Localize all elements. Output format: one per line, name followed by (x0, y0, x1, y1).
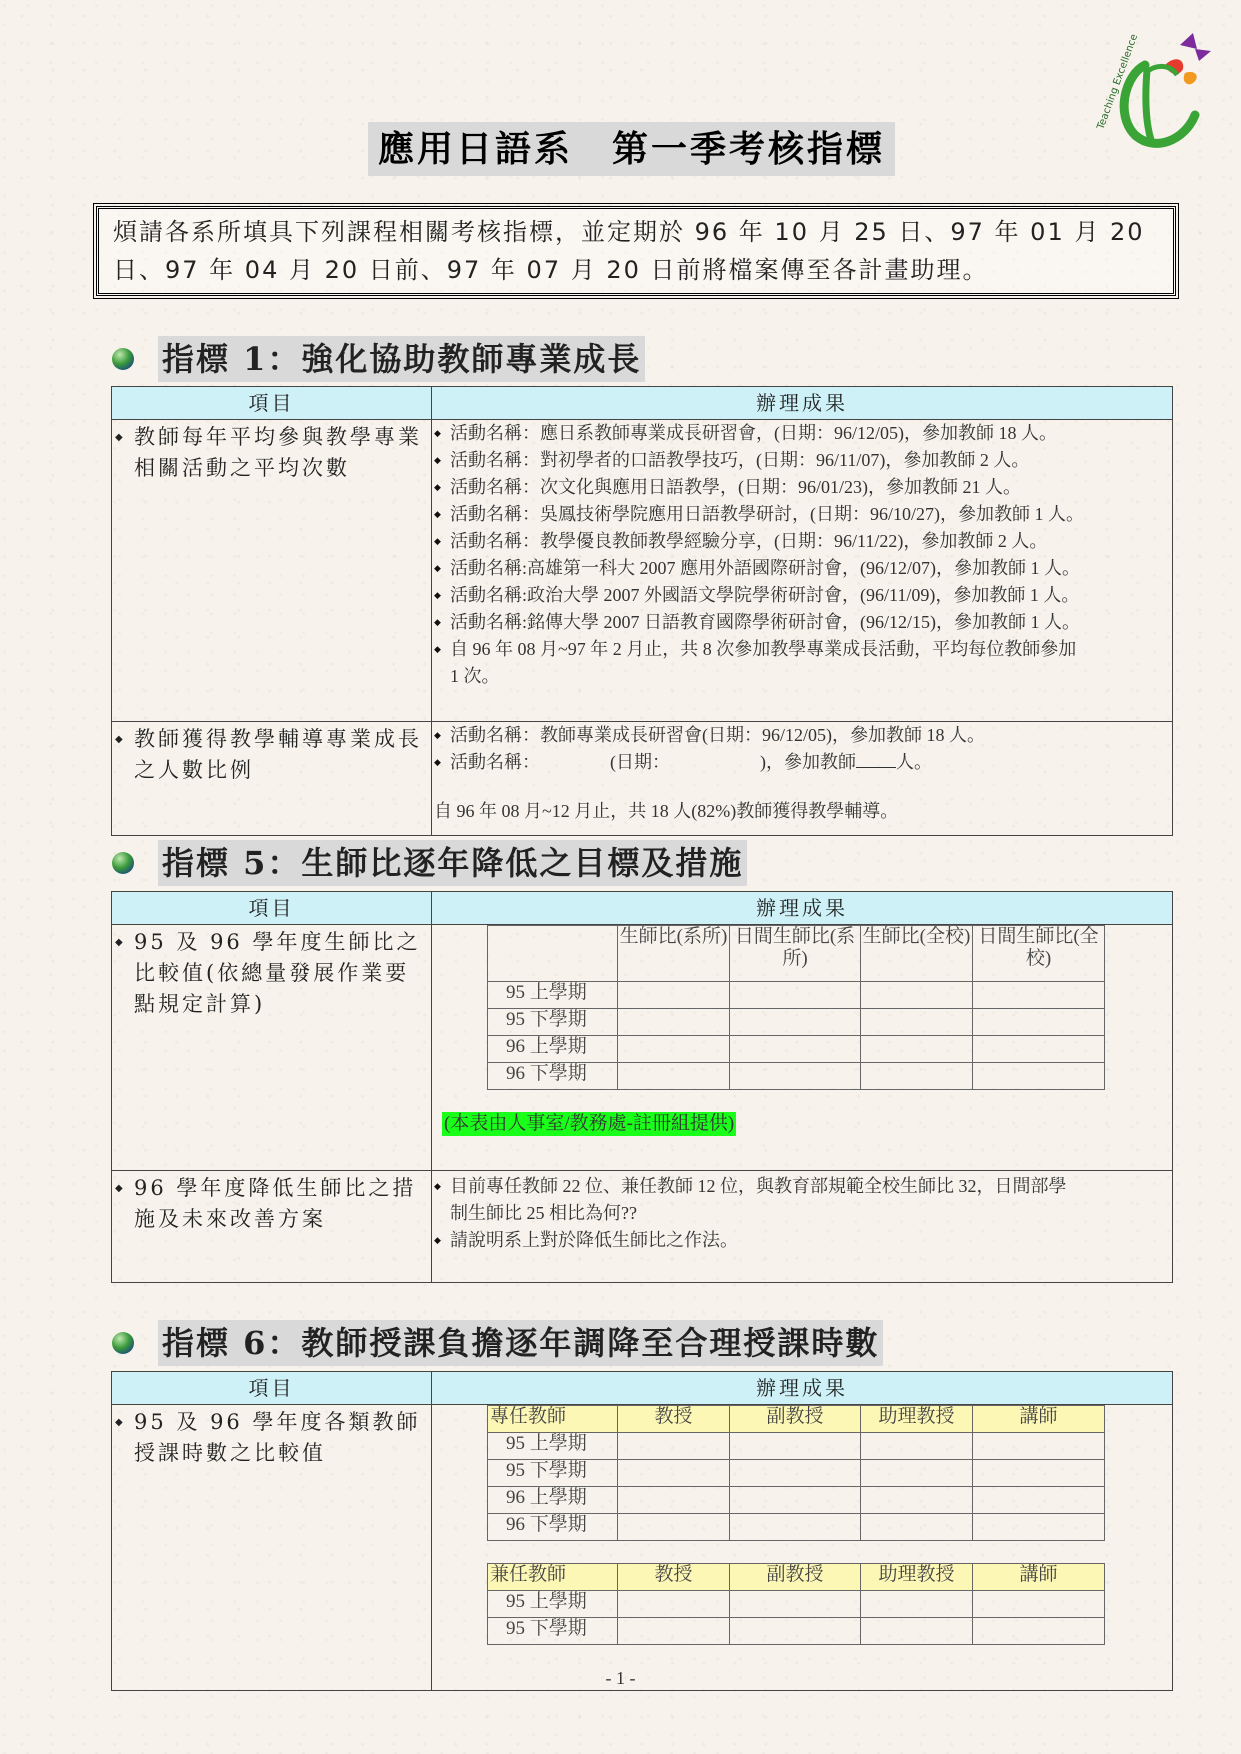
header-result: 辦理成果 (432, 1372, 1173, 1405)
term-label: 95 上學期 (488, 982, 618, 1009)
page-title: 應用日語系 第一季考核指標 (368, 122, 895, 176)
result-line: ◆ 活動名稱:銘傳大學 2007 日語教育國際學術研討會，(96/12/15)，參加教師 1 人。 (432, 609, 1172, 636)
section-5-title: 指標 5：生師比逐年降低之目標及措施 (158, 840, 747, 886)
table-cell (861, 1460, 973, 1487)
table-cell (973, 1063, 1105, 1090)
result-cell (432, 722, 1173, 836)
table-cell (861, 1591, 973, 1618)
term-label: 95 下學期 (488, 1618, 618, 1645)
result-line: ◆ 活動名稱：教師專業成長研習會(日期：96/12/05)，參加教師 18 人。 (432, 722, 1172, 749)
result-line: ◆ 請說明系上對於降低生師比之作法。 (432, 1227, 1172, 1254)
table-cell (973, 1009, 1105, 1036)
term-label: 95 上學期 (488, 1591, 618, 1618)
term-label: 95 下學期 (488, 1460, 618, 1487)
table-cell (618, 982, 730, 1009)
section-5-heading (112, 840, 747, 886)
table-cell (973, 982, 1105, 1009)
table-cell (973, 1460, 1105, 1487)
table-header: 日間生師比(全校) (973, 926, 1105, 982)
table-header: 教授 (618, 1564, 730, 1591)
term-label: 95 下學期 (488, 1009, 618, 1036)
table-cell (730, 1063, 861, 1090)
result-line: ◆ 活動名稱：應日系教師專業成長研習會，(日期：96/12/05)，參加教師 18 人。 (432, 420, 1172, 447)
table-cell (618, 1591, 730, 1618)
result-line: ◆ 活動名稱：次文化與應用日語教學，(日期：96/01/23)，參加教師 21 人。 (432, 474, 1172, 501)
table-header: 生師比(系所) (618, 926, 730, 982)
section-5-table (111, 891, 1173, 1283)
parttime-teaching-hours-table (487, 1563, 1105, 1645)
table-cell (973, 1514, 1105, 1541)
table-cell (730, 1036, 861, 1063)
result-line: ◆ 自 96 年 08 月~97 年 2 月止，共 8 次參加教學專業成長活動，平均每位教師參加 (432, 636, 1172, 663)
table-cell (973, 1591, 1105, 1618)
section-6-heading (112, 1320, 883, 1366)
result-line: ◆ 活動名稱：教學優良教師教學經驗分享，(日期：96/11/22)，參加教師 2 人。 (432, 528, 1172, 555)
result-line: ◆ 活動名稱：對初學者的口語教學技巧，(日期：96/11/07)，參加教師 2 人。 (432, 447, 1172, 474)
student-teacher-ratio-table (487, 925, 1105, 1090)
header-item: 項目 (112, 892, 432, 925)
table-cell (730, 1487, 861, 1514)
table-cell (730, 1591, 861, 1618)
table-cell (861, 1063, 973, 1090)
table-cell (618, 1514, 730, 1541)
table-cell (730, 1514, 861, 1541)
section-1-heading (112, 336, 645, 382)
table-cell (861, 1618, 973, 1645)
result-cell (432, 1405, 1173, 1691)
table-cell (861, 1433, 973, 1460)
table-cell (861, 1036, 973, 1063)
section-1-title: 指標 1：強化協助教師專業成長 (158, 336, 645, 382)
indicator-item: ◆ 教師每年平均參與教學專業相關活動之平均次數 (112, 420, 431, 484)
table-cell (973, 1036, 1105, 1063)
fulltime-teaching-hours-table (487, 1405, 1105, 1541)
table-cell (730, 1460, 861, 1487)
header-item: 項目 (112, 387, 432, 420)
svg-text:Teaching Excellence: Teaching Excellence (1095, 32, 1141, 132)
term-label: 95 上學期 (488, 1433, 618, 1460)
term-label: 96 下學期 (488, 1063, 618, 1090)
table-cell (973, 1433, 1105, 1460)
table-cell (730, 982, 861, 1009)
result-cell (432, 420, 1173, 722)
table-header: 生師比(全校) (861, 926, 973, 982)
term-label: 96 上學期 (488, 1487, 618, 1514)
table-header: 專任教師 (488, 1406, 618, 1433)
notice-box: 煩請各系所填具下列課程相關考核指標，並定期於 96 年 10 月 25 日、97 年 01 月 20 日、97 年 04 月 20 日前、97 年 07 月 20 日前將檔案傳至各計畫助理。 (96, 206, 1176, 296)
table-header: 講師 (973, 1406, 1105, 1433)
result-line: ◆ 目前專任教師 22 位、兼任教師 12 位，與教育部規範全校生師比 32，日間部學 (432, 1173, 1172, 1200)
table-cell (861, 1009, 973, 1036)
table-cell (861, 982, 973, 1009)
indicator-item: ◆ 96 學年度降低生師比之措施及未來改善方案 (112, 1171, 431, 1235)
bullet-icon (112, 852, 134, 874)
result-line-continued: 制生師比 25 相比為何?? (450, 1203, 637, 1223)
header-result: 辦理成果 (432, 387, 1173, 420)
table-header: 日間生師比(系所) (730, 926, 861, 982)
section-6-title: 指標 6：教師授課負擔逐年調降至合理授課時數 (158, 1320, 883, 1366)
term-label: 96 下學期 (488, 1514, 618, 1541)
table-cell (973, 1487, 1105, 1514)
result-line-continued: 1 次。 (450, 666, 500, 686)
source-note: (本表由人事室/教務處-註冊組提供) (444, 1113, 735, 1134)
bullet-icon (112, 1332, 134, 1354)
table-cell (861, 1514, 973, 1541)
section-6-table (111, 1371, 1173, 1691)
table-cell (730, 1433, 861, 1460)
table-cell (618, 1009, 730, 1036)
indicator-item: ◆ 95 及 96 學年度各類教師授課時數之比較值 (112, 1405, 431, 1469)
table-header: 助理教授 (861, 1406, 973, 1433)
table-cell (618, 1063, 730, 1090)
indicator-item: ◆ 教師獲得教學輔導專業成長之人數比例 (112, 722, 431, 786)
table-cell (730, 1009, 861, 1036)
table-header: 講師 (973, 1564, 1105, 1591)
result-line: ◆ 活動名稱：吳鳳技術學院應用日語教學研討，(日期：96/10/27)，參加教師 1 人。 (432, 501, 1172, 528)
result-line: ◆ 活動名稱:高雄第一科大 2007 應用外語國際研討會，(96/12/07)，參加教師 1 人。 (432, 555, 1172, 582)
page-number: - 1 - (605, 1668, 636, 1688)
section-1-table (111, 386, 1173, 836)
table-cell (618, 1487, 730, 1514)
result-summary: 自 96 年 08 月~12 月止，共 18 人(82%)教師獲得教學輔導。 (434, 801, 899, 821)
table-header: 副教授 (730, 1564, 861, 1591)
header-result: 辦理成果 (432, 892, 1173, 925)
table-cell (618, 1433, 730, 1460)
table-cell (618, 1036, 730, 1063)
table-header: 助理教授 (861, 1564, 973, 1591)
table-cell (973, 1618, 1105, 1645)
teaching-excellence-logo (1085, 25, 1215, 165)
result-line: ◆ 活動名稱:政治大學 2007 外國語文學院學術研討會，(96/11/09)，參加教師 1 人。 (432, 582, 1172, 609)
table-header: 副教授 (730, 1406, 861, 1433)
header-item: 項目 (112, 1372, 432, 1405)
table-header: 教授 (618, 1406, 730, 1433)
table-cell (861, 1487, 973, 1514)
indicator-item: ◆ 95 及 96 學年度生師比之比較值(依總量發展作業要點規定計算) (112, 925, 431, 1020)
table-header: 兼任教師 (488, 1564, 618, 1591)
table-cell (618, 1460, 730, 1487)
table-header (488, 926, 618, 982)
table-cell (730, 1618, 861, 1645)
term-label: 96 上學期 (488, 1036, 618, 1063)
table-cell (618, 1618, 730, 1645)
result-line-template: ◆ 活動名稱： (日期： )，參加教師 人。 (432, 749, 1172, 776)
result-cell (432, 925, 1173, 1171)
bullet-icon (112, 348, 134, 370)
result-cell (432, 1171, 1173, 1283)
